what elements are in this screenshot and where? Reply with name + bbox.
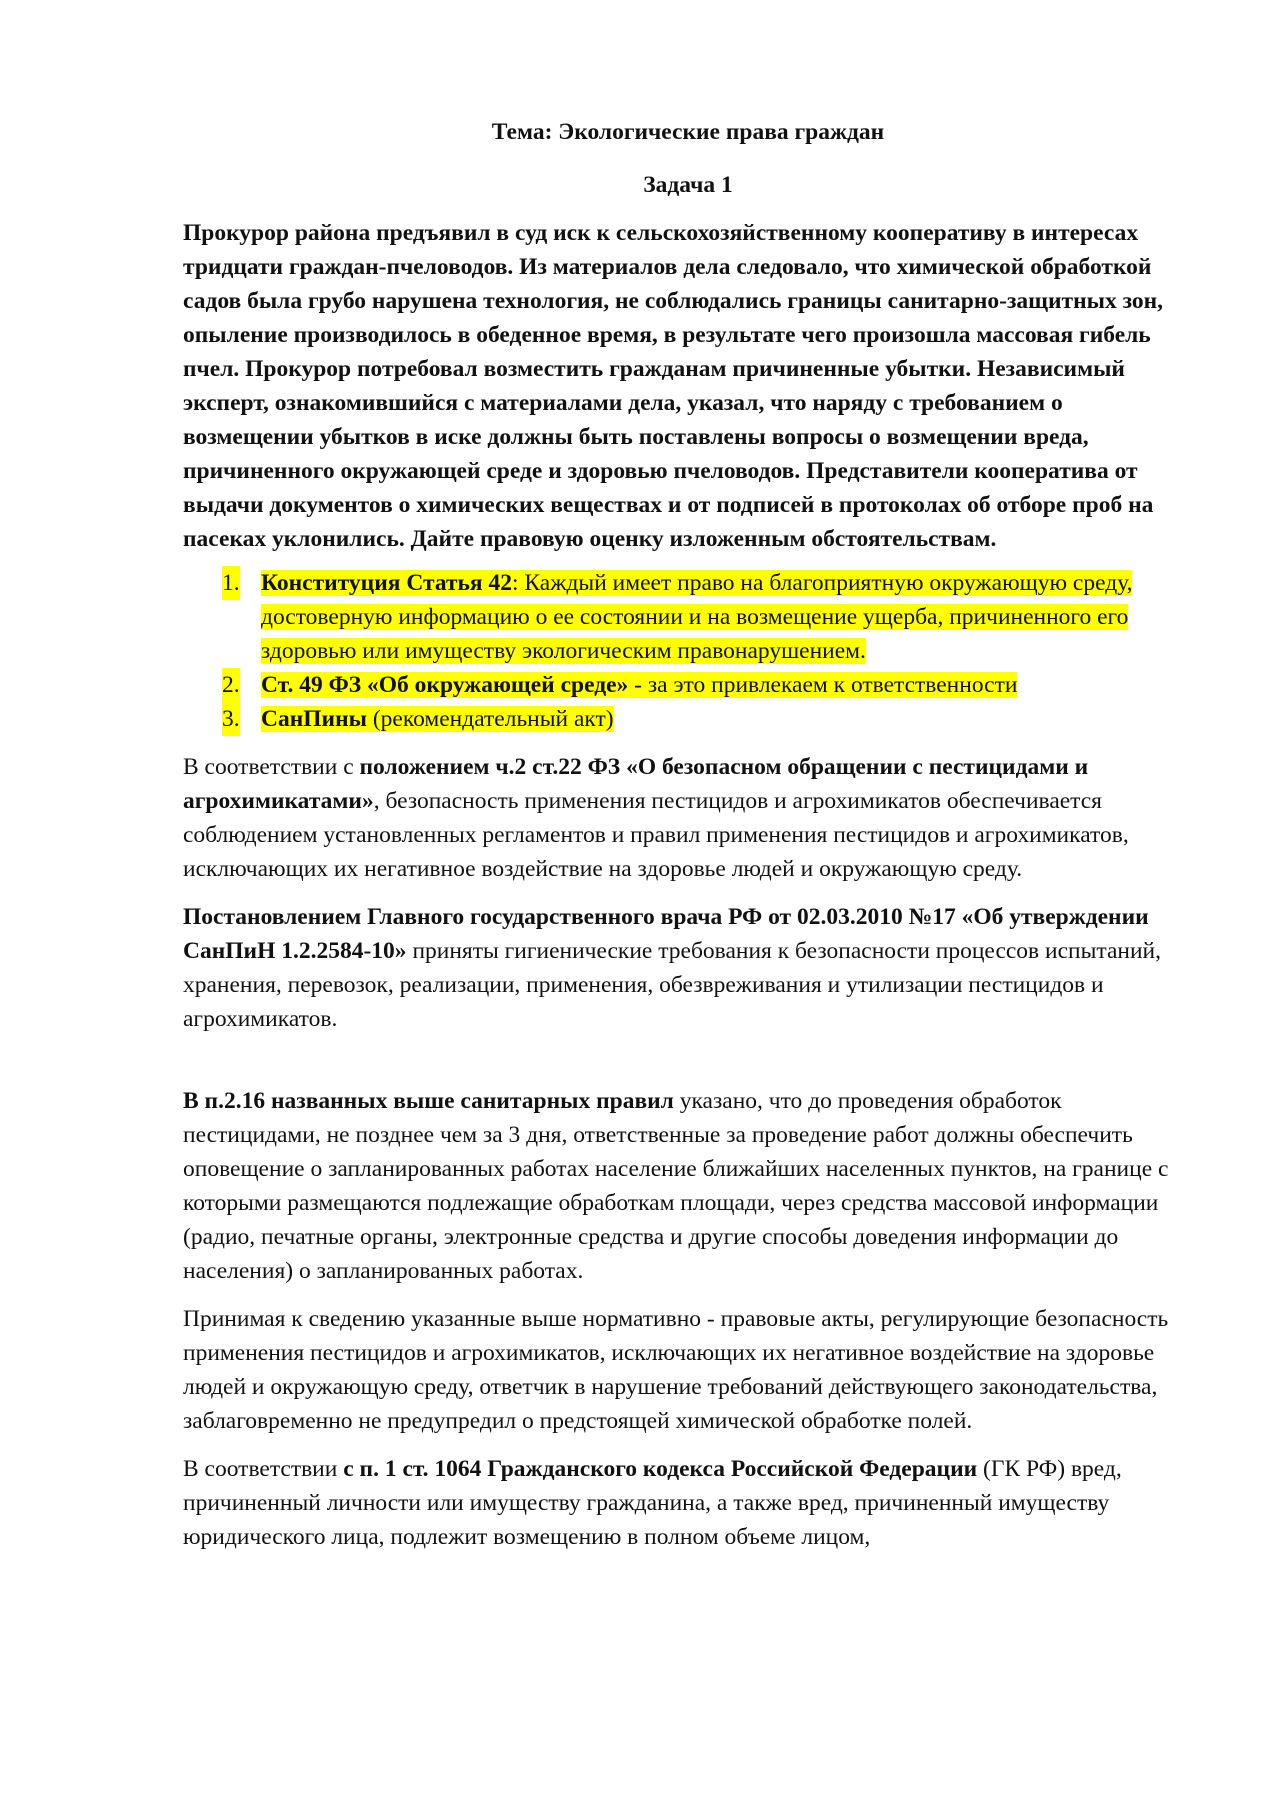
list-item-sanpin — [183, 702, 1193, 736]
list-item-fz — [183, 668, 1193, 702]
document-body — [183, 115, 1193, 1568]
list-item-text: : Каждый имеет право на благоприятную окружающую среду, достоверную информацию о ее состоянии и на возмещение ущерба, причиненного его здоровью или имуществу экологическим правонарушением. — [261, 570, 1133, 664]
paragraph-lead: В соответствии с — [183, 754, 360, 780]
paragraph-bold: В п.2.16 названных выше санитарных правил — [183, 1088, 674, 1114]
paragraph-text: (ГК РФ) вред, причиненный личности или имуществу гражданина, а также вред, причиненный имуществу юридического лица, подлежит возмещению в полном объеме лицом, — [183, 1456, 1122, 1550]
paragraph-bold: Постановлением Главного государственного врача РФ от 02.03.2010 №17 «Об утверждении СанПиН 1.2.2584-10» — [183, 904, 1149, 964]
paragraph-sanpin-resolution — [183, 900, 1193, 1036]
paragraph-bold: положением ч.2 ст.22 ФЗ «О безопасном обращении с пестицидами и агрохимикатами» — [183, 754, 1089, 814]
task-heading: Задача 1 — [643, 172, 733, 198]
legal-basis-list — [183, 566, 1193, 736]
list-item-bold: СанПины — [261, 706, 367, 732]
list-item-bold: Конституция Статья 42 — [261, 570, 513, 596]
paragraph-sanitary-rules — [183, 1084, 1193, 1288]
list-item-constitution — [183, 566, 1193, 668]
paragraph-lead: В соответствии — [183, 1456, 344, 1482]
list-item-text: (рекомендательный акт) — [366, 706, 614, 732]
task-text: Прокурор района предъявил в суд иск к сельскохозяйственному кооперативу в интересах тридцати граждан-пчеловодов. Из материалов дела следовало, что химической обработкой садов была грубо нарушена технология, не соблюдались границы санитарно-защитных зон, опыление производилось в обеденное время, в результате чего произошла массовая гибель пчел. Прокурор потребовал возместить гражданам причиненные убытки. Независимый эксперт, ознакомившийся с материалами дела, указал, что наряду с требованием о возмещении убытков в иске должны быть поставлены вопросы о возмещении вреда, причиненного окружающей среде и здоровью пчеловодов. Представители кооператива от выдачи документов о химических веществах и от подписей в протоколах об отборе проб на пасеках уклонились. Дайте правовую оценку изложенным обстоятельствам. — [183, 220, 1164, 552]
blank-line — [183, 1050, 1193, 1084]
paragraph-pesticide-law — [183, 750, 1193, 886]
paragraph-civil-code — [183, 1452, 1193, 1554]
list-item-bold: Ст. 49 ФЗ «Об окружающей среде» — [261, 672, 629, 698]
paragraph-text: , безопасность применения пестицидов и агрохимикатов обеспечивается соблюдением установленных регламентов и правил применения пестицидов и агрохимикатов, исключающих их негативное воздействие на здоровье людей и окружающую среду. — [183, 788, 1129, 882]
paragraph-text: указано, что до проведения обработок пестицидами, не позднее чем за 3 дня, ответственные за проведение работ должны обеспечить оповещение о запланированных работах население ближайших населенных пунктов, на границе с которыми размещаются подлежащие обработкам площади, через средства массовой информации (радио, печатные органы, электронные средства и другие способы доведения информации до населения) о запланированных работах. — [183, 1088, 1169, 1284]
list-item-text: - за это привлекаем к ответственности — [628, 672, 1018, 698]
list-number: 1. — [222, 566, 240, 600]
paragraph-text: Принимая к сведению указанные выше нормативно - правовые акты, регулирующие безопасность применения пестицидов и агрохимикатов, исключающих их негативное воздействие на здоровье людей и окружающую среду, ответчик в нарушение требований действующего законодательства, заблаговременно не предупредил о предстоящей химической обработке полей. — [183, 1306, 1169, 1434]
list-number: 3. — [222, 702, 240, 736]
paragraph-text: приняты гигиенические требования к безопасности процессов испытаний, хранения, перевозок, реализации, применения, обезвреживания и утилизации пестицидов и агрохимикатов. — [183, 938, 1161, 1032]
paragraph-bold: с п. 1 ст. 1064 Гражданского кодекса Российской Федерации — [343, 1456, 978, 1482]
list-number: 2. — [222, 668, 240, 702]
topic-heading: Тема: Экологические права граждан — [491, 119, 885, 145]
paragraph-conclusion — [183, 1302, 1193, 1438]
